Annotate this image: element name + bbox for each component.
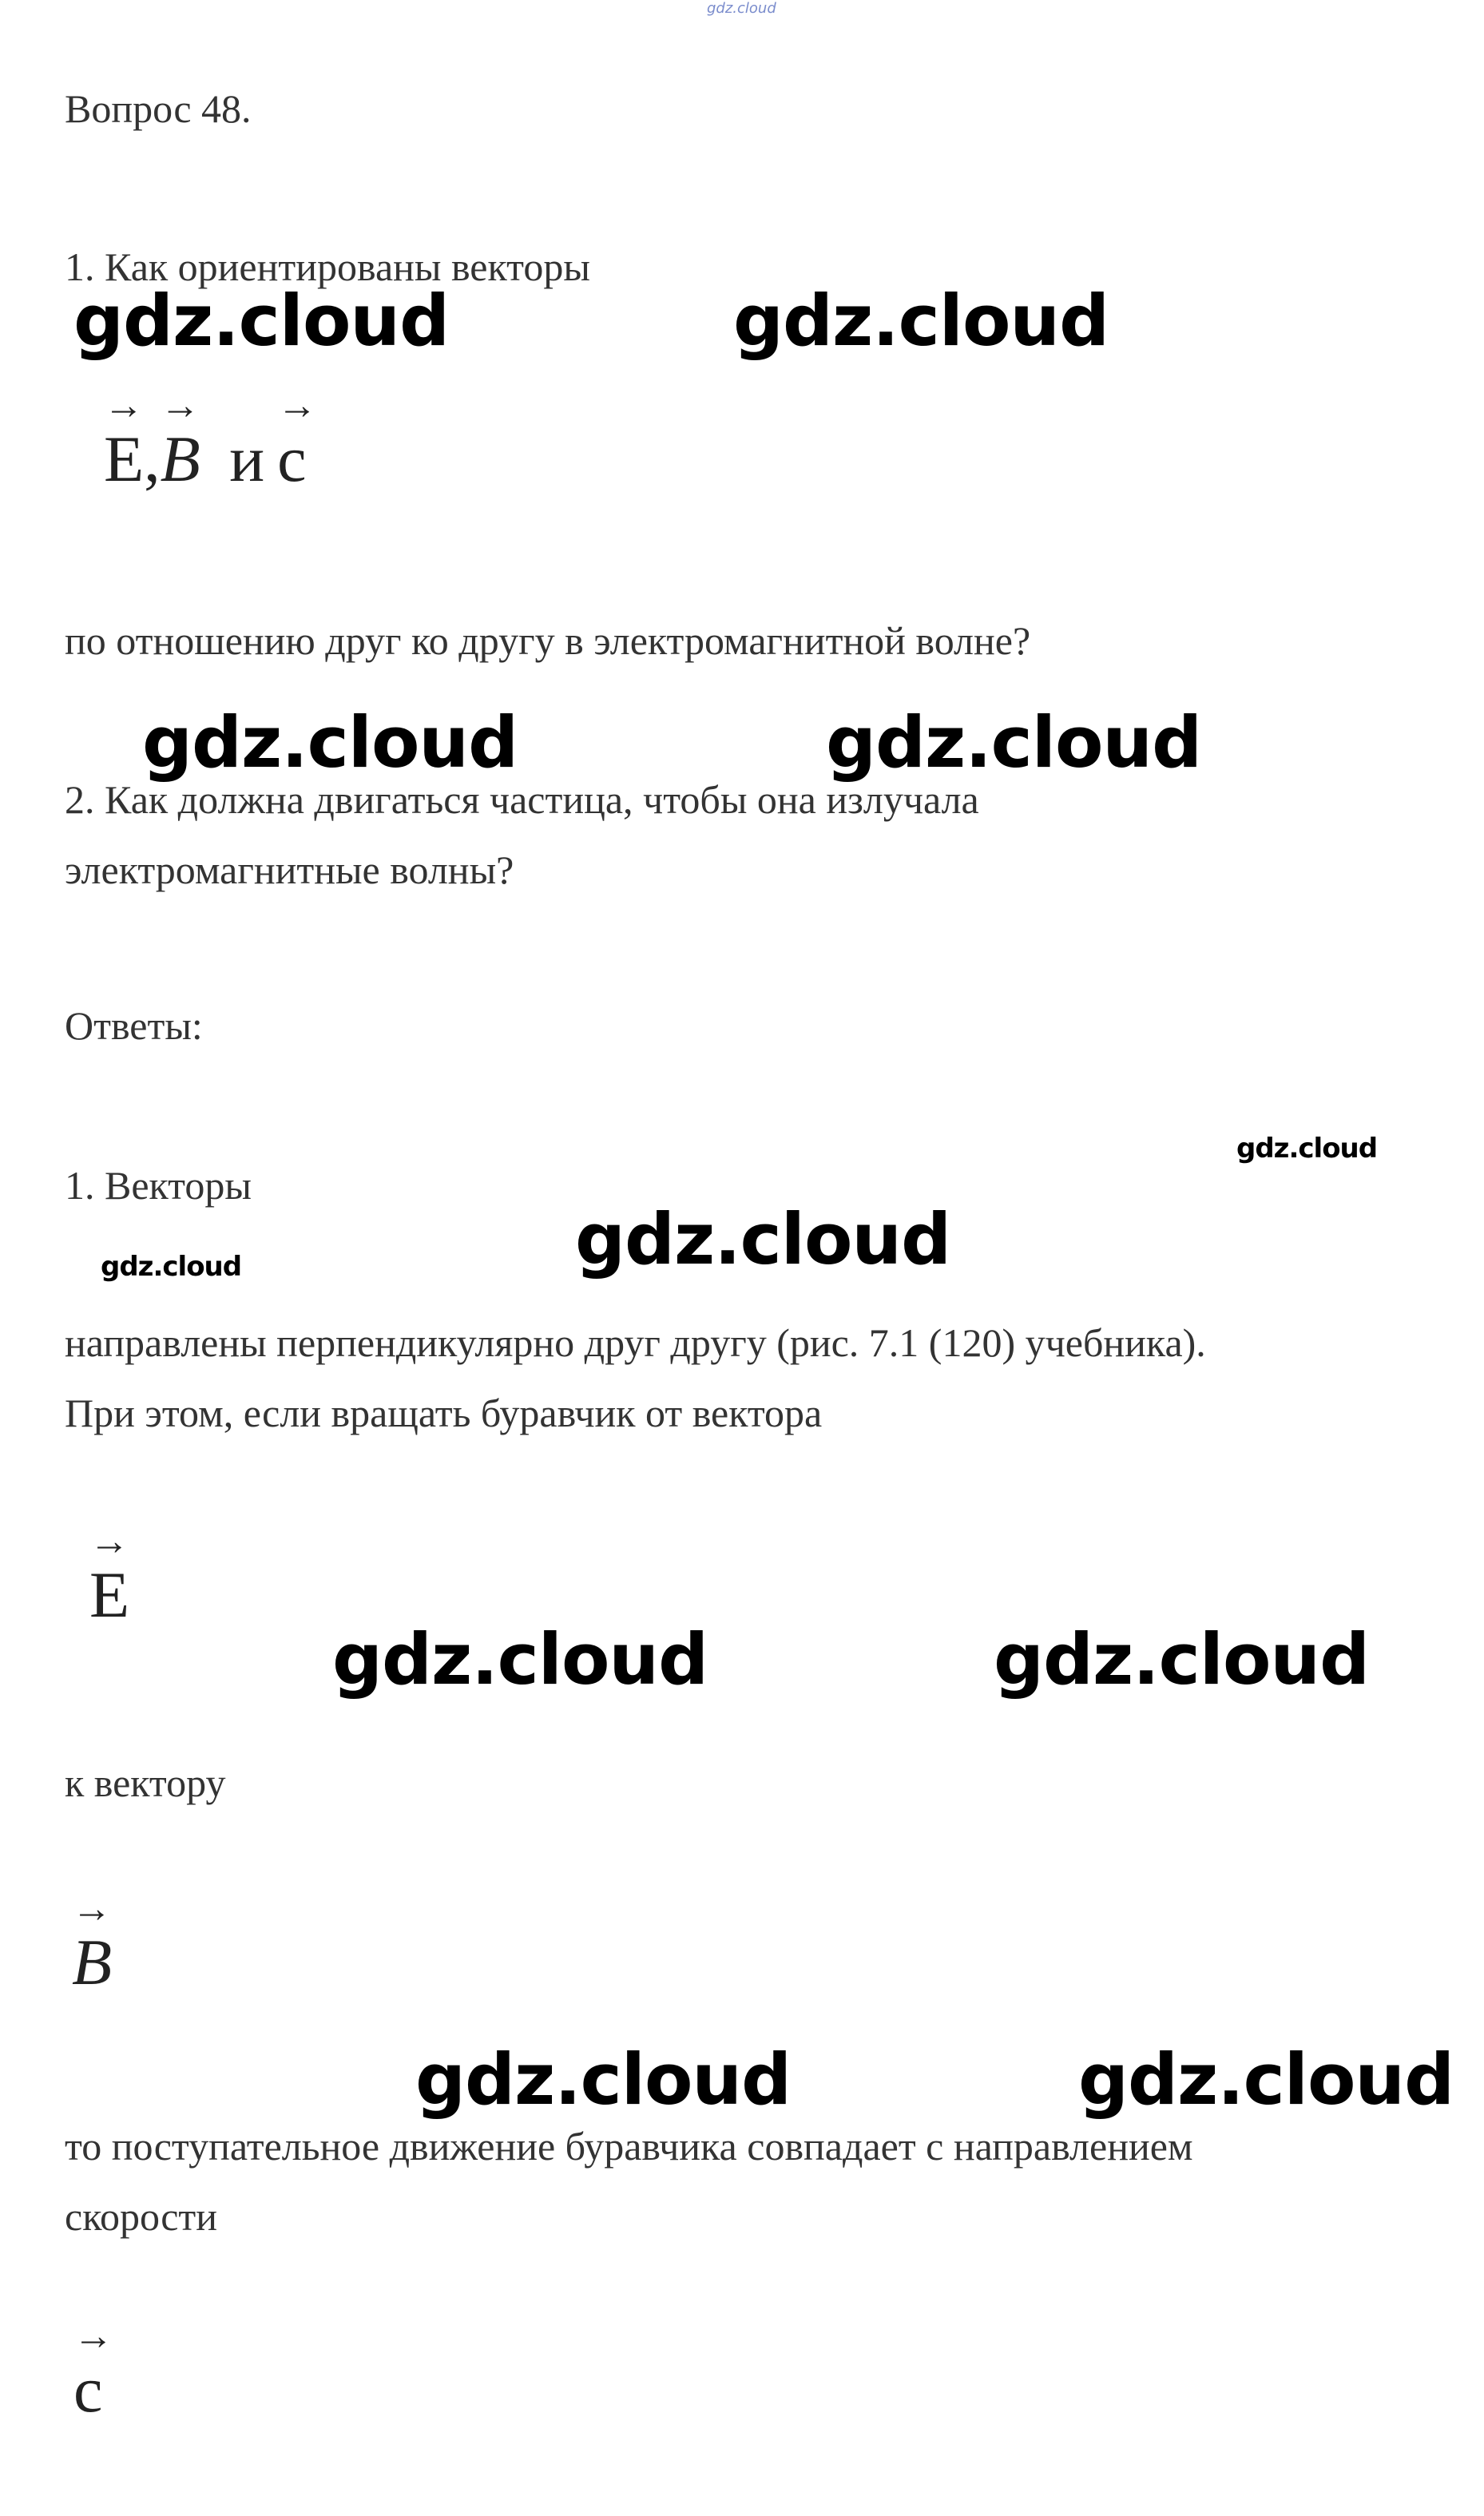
vector-arrow-icon: →: [89, 1518, 130, 1563]
watermark: gdz.cloud: [332, 1618, 708, 1700]
vector-c: → c: [277, 383, 318, 495]
answer-1-line-6: скорости: [65, 2194, 217, 2239]
answer-1-line-2: направлены перпендикулярно друг другу (рис. 7.1 (120) учебника).: [65, 1320, 1206, 1365]
watermark: gdz.cloud: [1078, 2038, 1454, 2121]
vectors-formula: → E, → B и → c: [104, 383, 318, 495]
vector-b: → B: [72, 1886, 113, 1998]
vector-arrow-icon: →: [73, 2313, 113, 2358]
question-1-line-1: 1. Как ориентированы векторы: [65, 244, 590, 289]
watermark: gdz.cloud: [142, 701, 518, 784]
vector-b: → B: [160, 383, 200, 495]
vector-arrow-icon: →: [72, 1886, 113, 1931]
watermark: gdz.cloud: [826, 701, 1202, 784]
question-title: Вопрос 48.: [65, 86, 252, 131]
watermark: gdz.cloud: [733, 280, 1109, 362]
vector-arrow-icon: →: [160, 383, 200, 427]
vector-e: → E: [89, 1518, 130, 1631]
answers-label: Ответы:: [65, 1003, 203, 1048]
question-2-line-1: 2. Как должна двигаться частица, чтобы она излучала: [65, 777, 979, 822]
vector-arrow-icon: →: [277, 383, 318, 427]
vector-c: → c: [73, 2313, 113, 2426]
vector-arrow-icon: →: [104, 383, 145, 427]
watermark: gdz.cloud: [1236, 1133, 1378, 1165]
header-watermark: gdz.cloud: [707, 0, 776, 17]
vector-c-standalone: [73, 2313, 113, 2427]
vector-e: → E: [104, 383, 145, 495]
answer-1-line-3: При этом, если вращать буравчик от вектора: [65, 1391, 823, 1435]
vector-e-standalone: [89, 1518, 130, 1633]
watermark: gdz.cloud: [575, 1198, 951, 1280]
question-1-line-2: по отношению друг ко другу в электромагнитной волне?: [65, 618, 1031, 663]
watermark: gdz.cloud: [101, 1251, 242, 1283]
watermark: gdz.cloud: [73, 280, 450, 362]
answer-1-line-1: 1. Векторы: [65, 1163, 252, 1208]
vector-b-standalone: [72, 1886, 113, 2000]
answer-1-line-5: то поступательное движение буравчика совпадает с направлением: [65, 2124, 1193, 2169]
question-2-line-2: электромагнитные волны?: [65, 847, 514, 892]
watermark: gdz.cloud: [415, 2038, 792, 2121]
watermark: gdz.cloud: [994, 1618, 1370, 1700]
answer-1-line-4: к вектору: [65, 1760, 226, 1805]
